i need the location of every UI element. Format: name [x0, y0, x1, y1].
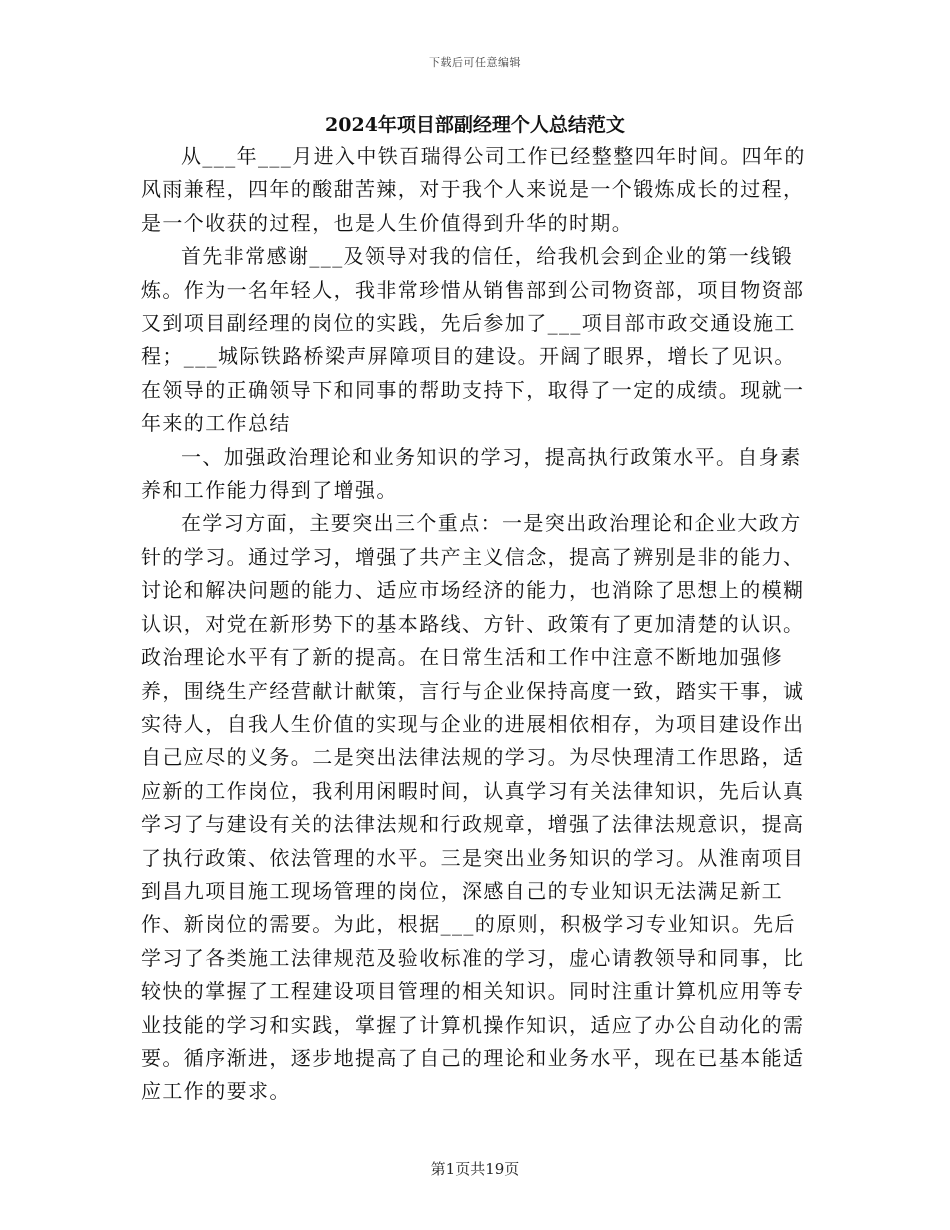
page-footer: 第1页共19页 [430, 1160, 520, 1178]
paragraph-study: 在学习方面，主要突出三个重点：一是突出政治理论和企业大政方针的学习。通过学习，增强了共产主义信念，提高了辨别是非的能力、讨论和解决问题的能力、适应市场经济的能力，也消除了思想上的模糊认识，对党在新形势下的基本路线、方针、政策有了更加清楚的认识。政治理论水平有了新的提高。在日常生活和工作中注意不断地加强修养，围绕生产经营献计献策，言行与企业保持高度一致，踏实干事，诚实待人，自我人生价值的实现与企业的进展相依相存，为项目建设作出自己应尽的义务。二是突出法律法规的学习。为尽快理清工作思路，适应新的工作岗位，我利用闲暇时间，认真学习有关法律知识，先后认真学习了与建设有关的法律法规和行政规章，增强了法律法规意识，提高了执行政策、依法管理的水平。三是突出业务知识的学习。从淮南项目到昌九项目施工现场管理的岗位，深感自己的专业知识无法满足新工作、新岗位的需要。为此，根据___的原则，积极学习专业知识。先后学习了各类施工法律规范及验收标准的学习，虚心请教领导和同事，比较快的掌握了工程建设项目管理的相关知识。同时注重计算机应用等专业技能的学习和实践，掌握了计算机操作知识，适应了办公自动化的需要。循序渐进，逐步地提高了自己的理论和业务水平，现在已基本能适应工作的要求。 [141, 511, 805, 1104]
paragraph-intro: 从___年___月进入中铁百瑞得公司工作已经整整四年时间。四年的风雨兼程，四年的酸甜苦辣，对于我个人来说是一个锻炼成长的过程，是一个收获的过程，也是人生价值得到升华的时期。 [141, 144, 806, 235]
header-note: 下载后可任意编辑 [429, 56, 521, 69]
paragraph-thanks: 首先非常感谢___及领导对我的信任，给我机会到企业的第一线锻炼。作为一名年轻人，我非常珍惜从销售部到公司物资部，项目物资部又到项目副经理的岗位的实践，先后参加了___项目部市政交通设施工程；___城际铁路桥梁声屏障项目的建设。开阔了眼界，增长了见识。在领导的正确领导下和同事的帮助支持下，取得了一定的成绩。现就一年来的工作总结 [141, 244, 805, 436]
document-body [141, 140, 811, 1109]
paragraph-section-one-heading: 一、加强政治理论和业务知识的学习，提高执行政策水平。自身素养和工作能力得到了增强。 [141, 444, 802, 503]
document-title: 2024年项目部副经理个人总结范文 [325, 114, 625, 136]
